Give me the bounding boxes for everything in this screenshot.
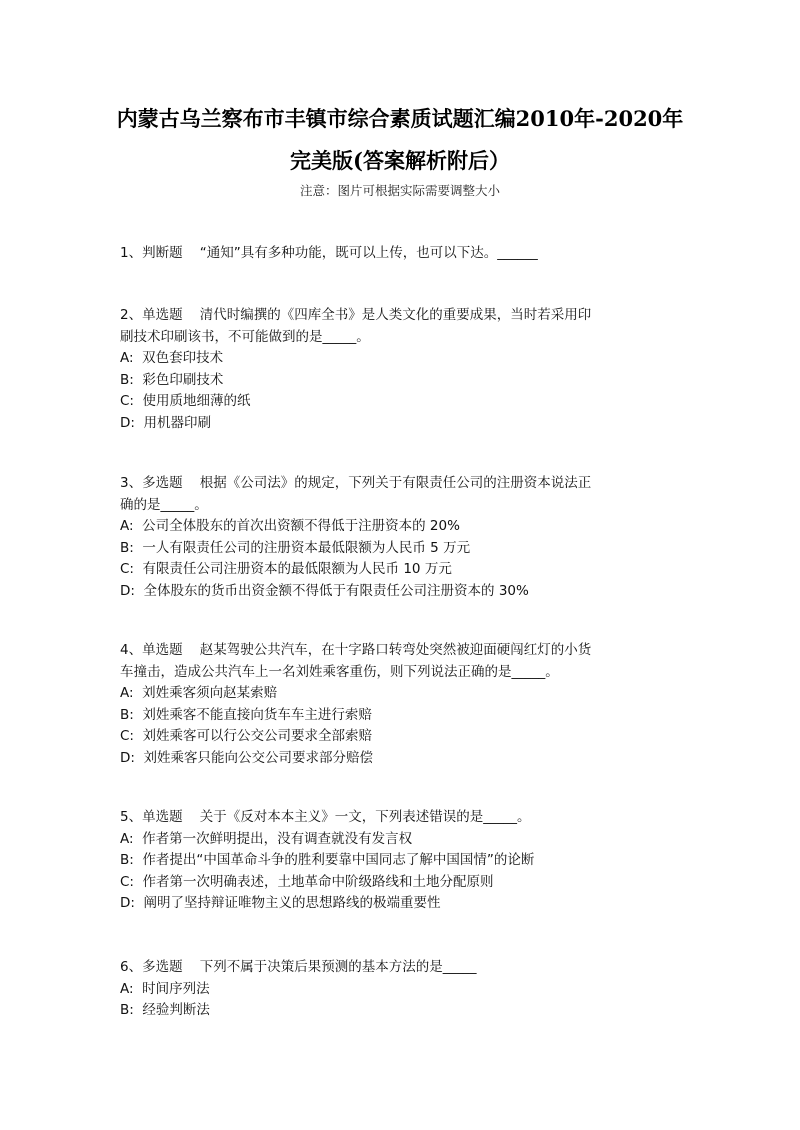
question-3 — [120, 473, 685, 602]
question-2-text-line-2: 刷技术印刷该书，不可能做到的是_____。 — [120, 328, 370, 345]
question-5-text: 5、单选题 关于《反对本本主义》一文，下列表述错误的是_____。 — [120, 809, 531, 825]
image-resize-note: 注意：图片可根据实际需要调整大小 — [299, 183, 500, 198]
question-3-option-a: A: 公司全体股东的首次出资额不得低于注册资本的 20% — [120, 518, 460, 534]
question-6-text: 6、多选题 下列不属于决策后果预测的基本方法的是_____ — [120, 959, 477, 975]
question-6 — [120, 957, 685, 1022]
document-title-line-2: 完美版(答案解析附后） — [290, 148, 510, 173]
question-5-option-d: D: 阐明了坚持辩证唯物主义的思想路线的极端重要性 — [120, 895, 441, 911]
question-4-text-line-2: 车撞击，造成公共汽车上一名刘姓乘客重伤，则下列说法正确的是_____。 — [120, 663, 559, 680]
question-4-text-line-1: 4、单选题 赵某驾驶公共汽车，在十字路口转弯处突然被迎面硬闯红灯的小货 — [120, 642, 592, 658]
question-4 — [120, 640, 685, 769]
question-3-text-line-1: 3、多选题 根据《公司法》的规定，下列关于有限责任公司的注册资本说法正 — [120, 475, 592, 491]
question-5-option-a: A: 作者第一次鲜明提出，没有调查就没有发言权 — [120, 830, 413, 847]
question-3-option-b: B: 一人有限责任公司的注册资本最低限额为人民币 5 万元 — [120, 539, 471, 556]
question-5-option-b: B: 作者提出“中国革命斗争的胜利要靠中国同志了解中国国情”的论断 — [120, 852, 535, 868]
question-4-option-d: D: 刘姓乘客只能向公交公司要求部分赔偿 — [120, 749, 374, 766]
question-2-option-c: C: 使用质地细薄的纸 — [120, 393, 251, 409]
question-2-option-a: A: 双色套印技术 — [120, 350, 224, 366]
question-1 — [120, 243, 685, 265]
question-5 — [120, 807, 685, 915]
question-3-text-line-2: 确的是_____。 — [120, 496, 208, 513]
question-6-option-a: A: 时间序列法 — [120, 980, 210, 997]
question-2-option-d: D: 用机器印刷 — [120, 414, 212, 431]
question-2-text-line-1: 2、单选题 清代时编撰的《四库全书》是人类文化的重要成果，当时若采用印 — [120, 307, 592, 323]
question-1-text: 1、判断题 “通知”具有多种功能，既可以上传，也可以下达。______ — [120, 245, 538, 261]
question-2-option-b: B: 彩色印刷技术 — [120, 371, 224, 388]
document-title-line-1: 内蒙古乌兰察布市丰镇市综合素质试题汇编2010年-2020年 — [116, 106, 684, 131]
question-3-option-d: D: 全体股东的货币出资金额不得低于有限责任公司注册资本的 30% — [120, 582, 529, 599]
question-3-option-c: C: 有限责任公司注册资本的最低限额为人民币 10 万元 — [120, 561, 452, 577]
question-2 — [120, 305, 685, 434]
question-4-option-c: C: 刘姓乘客可以行公交公司要求全部索赔 — [120, 728, 373, 744]
question-4-option-b: B: 刘姓乘客不能直接向货车车主进行索赔 — [120, 706, 372, 723]
question-4-option-a: A: 刘姓乘客须向赵某索赔 — [120, 685, 278, 701]
question-6-option-b: B: 经验判断法 — [120, 1002, 210, 1018]
question-5-option-c: C: 作者第一次明确表述，土地革命中阶级路线和土地分配原则 — [120, 873, 494, 890]
